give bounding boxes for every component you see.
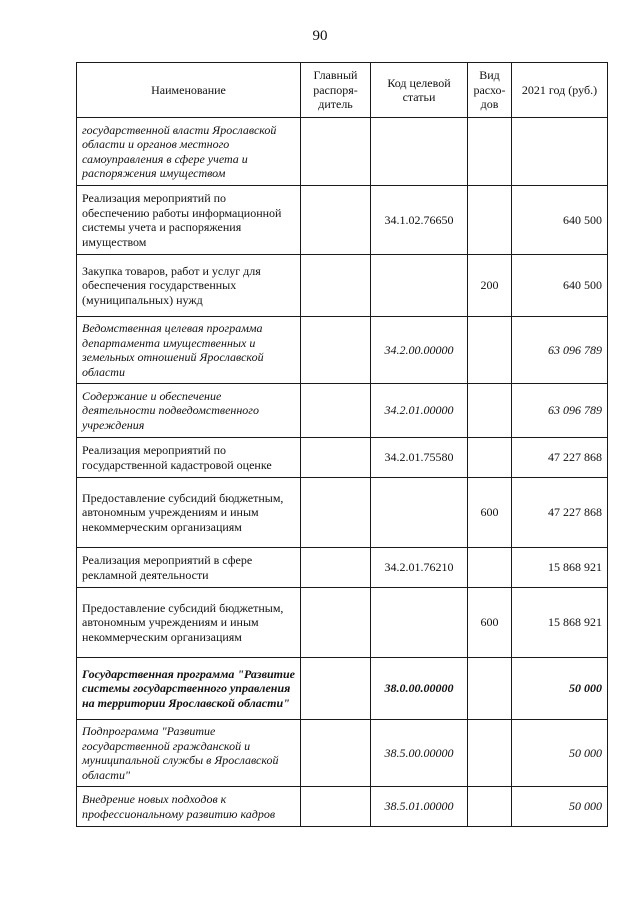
cell-admin	[301, 186, 371, 255]
cell-type	[468, 658, 512, 720]
cell-code	[371, 255, 468, 317]
cell-name: Закупка товаров, работ и услуг для обеспечения государственных (муниципальных) нужд	[77, 255, 301, 317]
cell-type	[468, 787, 512, 827]
cell-admin	[301, 548, 371, 588]
cell-sum: 640 500	[512, 255, 608, 317]
cell-code: 38.0.00.00000	[371, 658, 468, 720]
cell-name: Ведомственная целевая программа департамента имущественных и земельных отношений Ярославской области	[77, 317, 301, 384]
cell-name: Подпрограмма "Развитие государственной гражданской и муниципальной службы в Ярославской области"	[77, 720, 301, 787]
cell-sum: 50 000	[512, 720, 608, 787]
table-row	[77, 588, 608, 658]
cell-admin	[301, 317, 371, 384]
table-row	[77, 548, 608, 588]
budget-table	[76, 62, 608, 827]
cell-type	[468, 118, 512, 186]
header-type: Вид расхо-дов	[468, 63, 512, 118]
table-row	[77, 384, 608, 438]
cell-code: 38.5.00.00000	[371, 720, 468, 787]
cell-code: 34.2.01.76210	[371, 548, 468, 588]
table-row	[77, 478, 608, 548]
cell-type	[468, 186, 512, 255]
table-row	[77, 787, 608, 827]
cell-code	[371, 118, 468, 186]
cell-name: Предоставление субсидий бюджетным, автономным учреждениям и иным некоммерческим организациям	[77, 588, 301, 658]
cell-admin	[301, 658, 371, 720]
table-row	[77, 317, 608, 384]
cell-sum: 63 096 789	[512, 384, 608, 438]
cell-sum: 15 868 921	[512, 548, 608, 588]
cell-admin	[301, 255, 371, 317]
cell-name: Реализация мероприятий по государственной кадастровой оценке	[77, 438, 301, 478]
cell-admin	[301, 384, 371, 438]
cell-sum: 50 000	[512, 658, 608, 720]
cell-code: 38.5.01.00000	[371, 787, 468, 827]
cell-admin	[301, 478, 371, 548]
cell-type	[468, 384, 512, 438]
cell-name: государственной власти Ярославской области и органов местного самоуправления в сфере учета и распоряжения имуществом	[77, 118, 301, 186]
cell-type	[468, 548, 512, 588]
cell-type	[468, 317, 512, 384]
cell-name: Внедрение новых подходов к профессиональному развитию кадров	[77, 787, 301, 827]
cell-name: Государственная программа "Развитие системы государственного управления на территории Ярославской области"	[77, 658, 301, 720]
header-sum: 2021 год (руб.)	[512, 63, 608, 118]
cell-sum: 50 000	[512, 787, 608, 827]
cell-admin	[301, 787, 371, 827]
cell-sum: 47 227 868	[512, 478, 608, 548]
cell-code: 34.2.01.75580	[371, 438, 468, 478]
cell-name: Реализация мероприятий по обеспечению работы информационной системы учета и распоряжения имуществом	[77, 186, 301, 255]
cell-name: Реализация мероприятий в сфере рекламной деятельности	[77, 548, 301, 588]
cell-type: 200	[468, 255, 512, 317]
cell-admin	[301, 588, 371, 658]
table-row	[77, 720, 608, 787]
cell-code	[371, 478, 468, 548]
cell-admin	[301, 720, 371, 787]
cell-type	[468, 720, 512, 787]
cell-code: 34.1.02.76650	[371, 186, 468, 255]
cell-name: Содержание и обеспечение деятельности подведомственного учреждения	[77, 384, 301, 438]
cell-code: 34.2.01.00000	[371, 384, 468, 438]
cell-code	[371, 588, 468, 658]
table-body	[77, 118, 608, 827]
table-row	[77, 658, 608, 720]
header-admin: Главный распоря-дитель	[301, 63, 371, 118]
cell-sum: 15 868 921	[512, 588, 608, 658]
table-row	[77, 186, 608, 255]
table-row	[77, 438, 608, 478]
cell-sum	[512, 118, 608, 186]
table-row	[77, 255, 608, 317]
cell-type: 600	[468, 478, 512, 548]
cell-sum: 640 500	[512, 186, 608, 255]
cell-sum: 63 096 789	[512, 317, 608, 384]
cell-name: Предоставление субсидий бюджетным, автономным учреждениям и иным некоммерческим организациям	[77, 478, 301, 548]
cell-type: 600	[468, 588, 512, 658]
cell-type	[468, 438, 512, 478]
cell-admin	[301, 438, 371, 478]
cell-admin	[301, 118, 371, 186]
cell-code: 34.2.00.00000	[371, 317, 468, 384]
header-code: Код целевой статьи	[371, 63, 468, 118]
table-header	[77, 63, 608, 118]
header-name: Наименование	[77, 63, 301, 118]
cell-sum: 47 227 868	[512, 438, 608, 478]
page-number: 90	[312, 28, 328, 44]
header-row	[77, 63, 608, 118]
table-row	[77, 118, 608, 186]
